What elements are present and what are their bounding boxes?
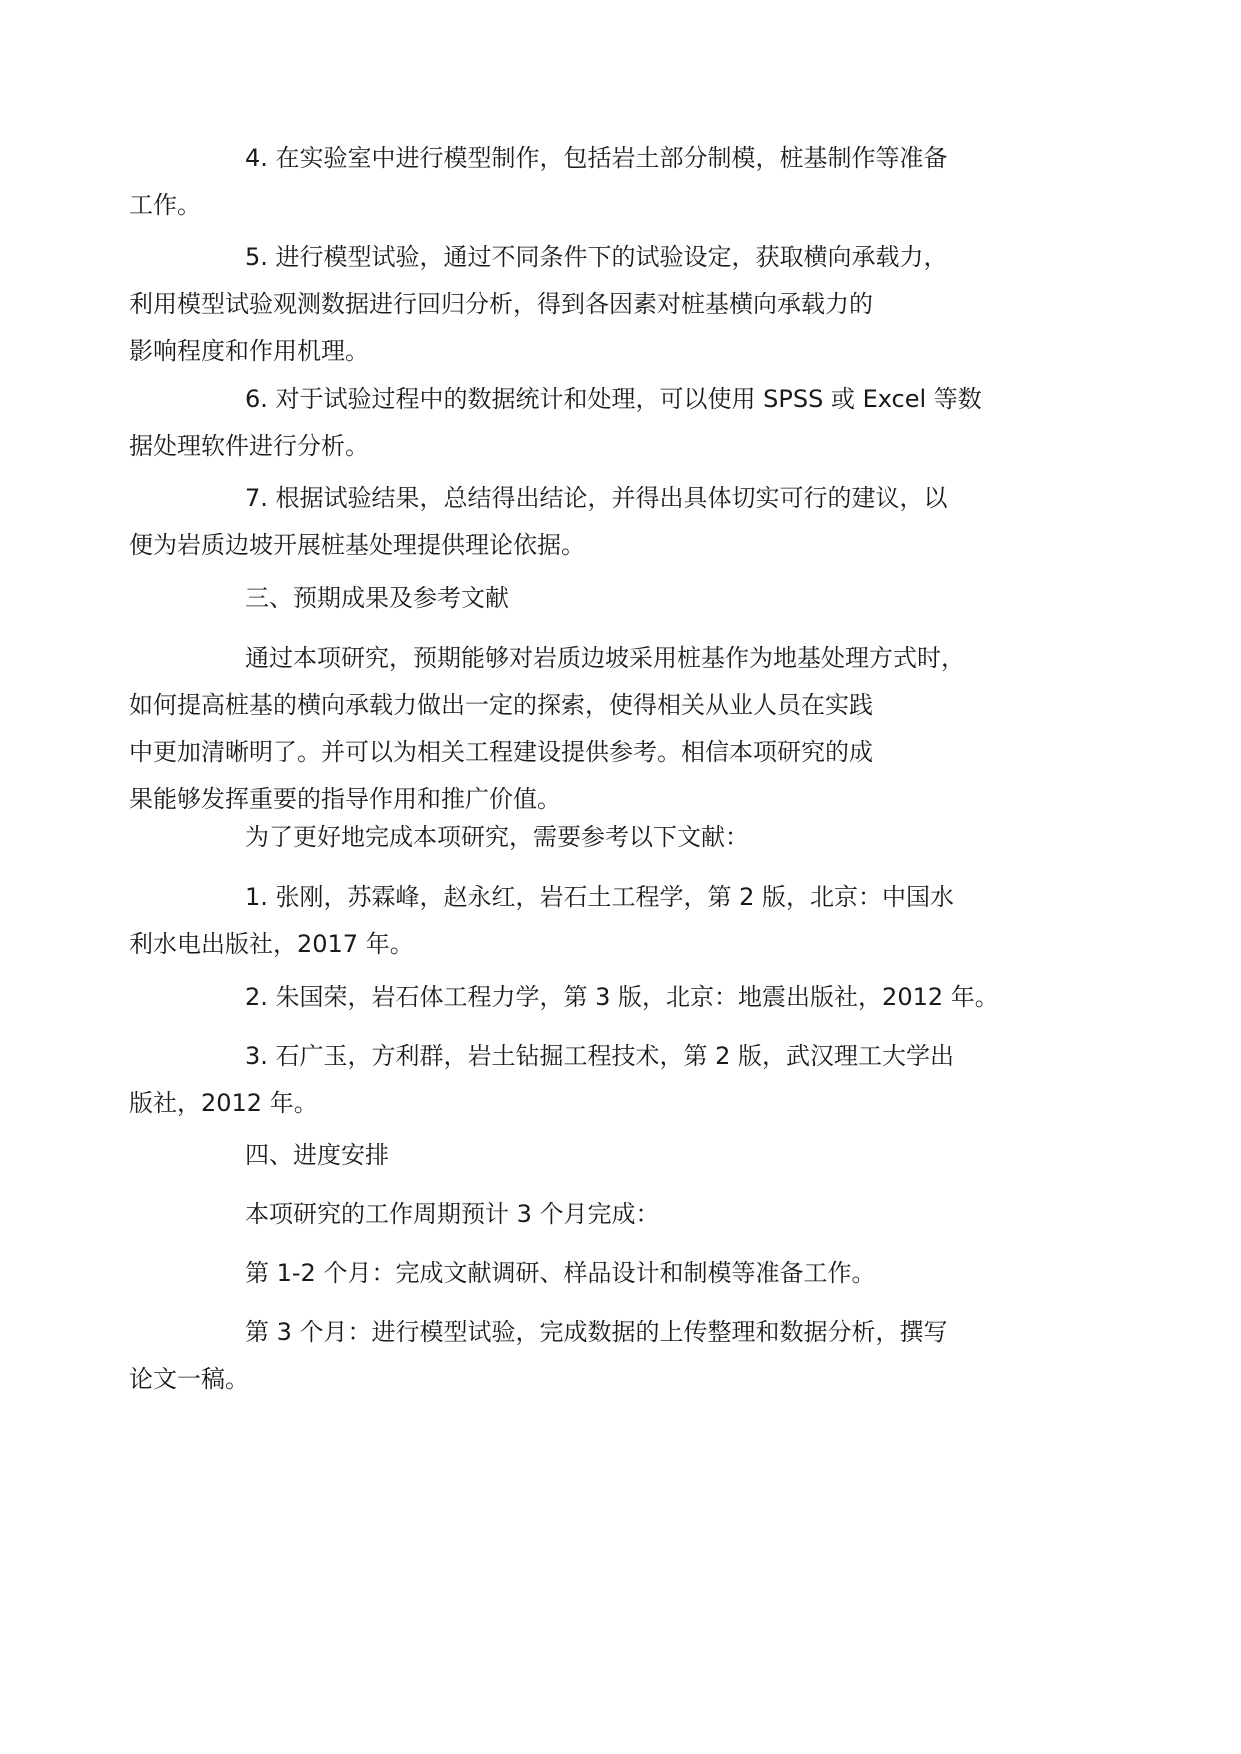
text-line: 果能够发挥重要的指导作用和推广价值。	[129, 785, 561, 813]
text-line: 影响程度和作用机理。	[129, 337, 369, 365]
text-line: 如何提高桩基的横向承载力做出一定的探索，使得相关从业人员在实践	[129, 691, 873, 719]
text-line: 5. 进行模型试验，通过不同条件下的试验设定，获取横向承载力，	[245, 243, 948, 271]
text-line: 本项研究的工作周期预计 3 个月完成：	[245, 1200, 660, 1228]
text-line: 第 1-2 个月：完成文献调研、样品设计和制模等准备工作。	[245, 1259, 876, 1287]
section-heading-schedule	[187, 1132, 1077, 1179]
schedule-item-months-1-2	[187, 1250, 1077, 1297]
text-line: 中更加清晰明了。并可以为相关工程建设提供参考。相信本项研究的成	[129, 738, 873, 766]
text-line: 版社，2012 年。	[129, 1089, 318, 1117]
text-line: 4. 在实验室中进行模型制作，包括岩土部分制模，桩基制作等准备	[245, 144, 948, 172]
text-line: 工作。	[129, 191, 201, 219]
paragraph-item-7	[129, 475, 1077, 569]
text-line: 据处理软件进行分析。	[129, 432, 369, 460]
paragraph-expected-results	[129, 635, 1077, 823]
paragraph-item-6	[129, 376, 1077, 470]
paragraph-item-5	[129, 234, 1077, 375]
paragraph-schedule-intro	[187, 1191, 1077, 1238]
text-line: 为了更好地完成本项研究，需要参考以下文献：	[245, 823, 749, 851]
reference-item-2	[187, 974, 1077, 1021]
reference-item-1	[129, 874, 1077, 968]
text-line: 6. 对于试验过程中的数据统计和处理，可以使用 SPSS 或 Excel 等数	[245, 385, 982, 413]
text-line: 2. 朱国荣，岩石体工程力学，第 3 版，北京：地震出版社，2012 年。	[245, 983, 999, 1011]
paragraph-references-intro	[187, 814, 1077, 861]
text-line: 第 3 个月：进行模型试验，完成数据的上传整理和数据分析，撰写	[245, 1318, 948, 1346]
section-heading-expected-results	[187, 575, 1077, 622]
text-line: 利水电出版社，2017 年。	[129, 930, 414, 958]
paragraph-item-4	[129, 135, 1077, 229]
text-line: 利用模型试验观测数据进行回归分析，得到各因素对桩基横向承载力的	[129, 290, 873, 318]
text-line: 三、预期成果及参考文献	[245, 584, 509, 612]
text-line: 1. 张刚，苏霖峰，赵永红，岩石土工程学，第 2 版，北京：中国水	[245, 883, 955, 911]
text-line: 四、进度安排	[245, 1141, 389, 1169]
reference-item-3	[129, 1033, 1077, 1127]
text-line: 便为岩质边坡开展桩基处理提供理论依据。	[129, 531, 585, 559]
text-line: 通过本项研究，预期能够对岩质边坡采用桩基作为地基处理方式时，	[245, 644, 965, 672]
text-line: 论文一稿。	[129, 1365, 249, 1393]
schedule-item-month-3	[129, 1309, 1077, 1403]
text-line: 3. 石广玉，方利群，岩土钻掘工程技术，第 2 版，武汉理工大学出	[245, 1042, 955, 1070]
text-line: 7. 根据试验结果，总结得出结论，并得出具体切实可行的建议，以	[245, 484, 948, 512]
